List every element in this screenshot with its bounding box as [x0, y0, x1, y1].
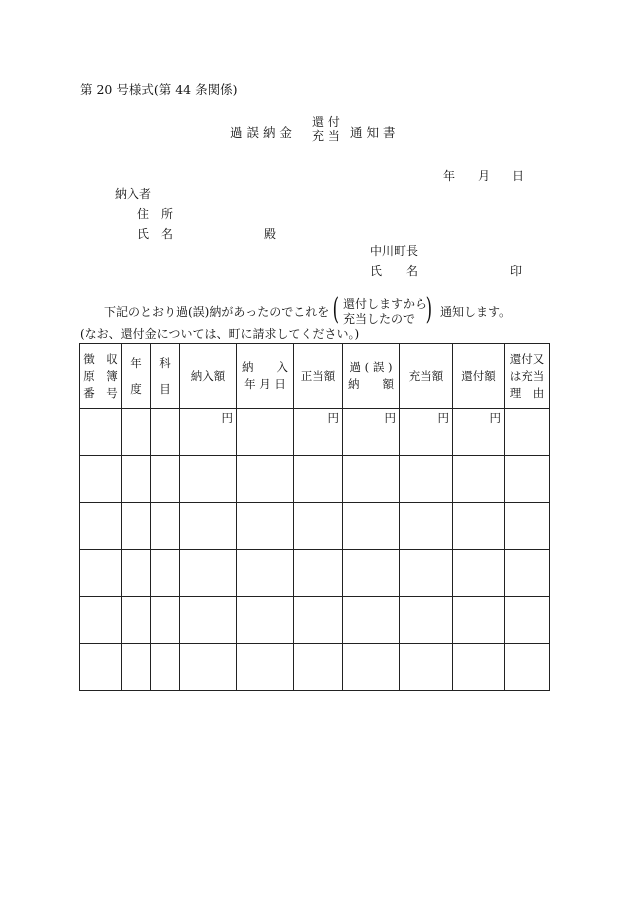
- date-day: 日: [512, 169, 525, 183]
- date-year: 年: [443, 169, 456, 183]
- cell-empty[interactable]: [180, 456, 237, 503]
- cell-empty[interactable]: [505, 456, 550, 503]
- cell-empty[interactable]: [122, 456, 151, 503]
- header-applied-amount: 充当額: [400, 344, 453, 409]
- header-paid-amount: 納入額: [180, 344, 237, 409]
- table-row: [80, 409, 550, 456]
- cell-empty[interactable]: [294, 644, 343, 691]
- header-ledger-number: [80, 344, 122, 409]
- header-reason: [505, 344, 550, 409]
- cell-ledger-number[interactable]: [80, 409, 122, 456]
- cell-empty[interactable]: [400, 597, 453, 644]
- cell-empty[interactable]: [505, 550, 550, 597]
- address-label: 住 所: [137, 207, 174, 221]
- choice-line2: 充当したので: [343, 312, 416, 326]
- yen-unit: 円: [489, 411, 501, 425]
- header-reason-line2: は充当: [509, 368, 545, 383]
- header-fiscal-year: [122, 344, 151, 409]
- cell-empty[interactable]: [343, 597, 400, 644]
- header-year-line2: 度: [130, 382, 142, 396]
- cell-empty[interactable]: [80, 503, 122, 550]
- header-correct-amount: 正当額: [294, 344, 343, 409]
- cell-empty[interactable]: [400, 503, 453, 550]
- choice-close-paren: ): [425, 292, 433, 327]
- cell-item[interactable]: [151, 409, 180, 456]
- header-item-line2: 目: [159, 382, 171, 396]
- body-text-before: 下記のとおり過(誤)納があったのでこれを: [104, 305, 330, 319]
- cell-empty[interactable]: [294, 597, 343, 644]
- cell-empty[interactable]: [343, 456, 400, 503]
- title-part1: 過 誤 納 金: [230, 125, 292, 140]
- table-header-row: [80, 344, 550, 409]
- seal-mark: 印: [510, 264, 523, 278]
- cell-empty[interactable]: [180, 644, 237, 691]
- cell-empty[interactable]: [122, 550, 151, 597]
- title-stack-bottom: 充 当: [312, 129, 340, 143]
- note: (なお、還付金については、町に請求してください。): [80, 327, 360, 341]
- yen-unit: 円: [384, 411, 396, 425]
- cell-empty[interactable]: [122, 644, 151, 691]
- cell-empty[interactable]: [453, 503, 505, 550]
- cell-empty[interactable]: [343, 644, 400, 691]
- header-overpaid-line2: 納 額: [348, 377, 394, 391]
- cell-empty[interactable]: [453, 550, 505, 597]
- body-text-after: 通知します。: [440, 305, 512, 319]
- table-row: [80, 550, 550, 597]
- payer-label: 納入者: [115, 187, 152, 201]
- cell-payment-date[interactable]: [237, 409, 294, 456]
- header-ledger-line3: 番 号: [83, 385, 118, 400]
- cell-empty[interactable]: [151, 503, 180, 550]
- issuer-name-label: 氏 名: [370, 264, 419, 278]
- cell-empty[interactable]: [180, 597, 237, 644]
- form-number: 第 20 号様式(第 44 条関係): [80, 82, 238, 97]
- yen-unit: 円: [221, 411, 233, 425]
- header-ledger-line2: 原 簿: [83, 368, 118, 383]
- cell-empty[interactable]: [80, 597, 122, 644]
- header-overpaid-line1: 過 ( 誤 ): [349, 360, 393, 374]
- cell-empty[interactable]: [400, 550, 453, 597]
- cell-empty[interactable]: [80, 456, 122, 503]
- cell-refund-amount[interactable]: [453, 409, 505, 456]
- cell-empty[interactable]: [151, 597, 180, 644]
- table-row: [80, 597, 550, 644]
- cell-fiscal-year[interactable]: [122, 409, 151, 456]
- cell-empty[interactable]: [343, 550, 400, 597]
- cell-empty[interactable]: [294, 456, 343, 503]
- table-row: [80, 503, 550, 550]
- cell-empty[interactable]: [505, 597, 550, 644]
- header-payment-date: [237, 344, 294, 409]
- issuer-title: 中川町長: [370, 244, 419, 258]
- cell-empty[interactable]: [343, 503, 400, 550]
- header-year-line1: 年: [130, 356, 142, 370]
- cell-empty[interactable]: [453, 597, 505, 644]
- choice-open-paren: (: [332, 292, 340, 327]
- header-refund-amount: 還付額: [453, 344, 505, 409]
- header-overpaid-amount: [343, 344, 400, 409]
- refund-table: [79, 343, 550, 691]
- table-row: [80, 644, 550, 691]
- title-part2: 通 知 書: [350, 125, 396, 140]
- cell-empty[interactable]: [453, 644, 505, 691]
- yen-unit: 円: [327, 411, 339, 425]
- header-item-line1: 科: [159, 356, 171, 370]
- title-stack: [312, 115, 340, 143]
- header-reason-line3: 理 由: [509, 385, 545, 400]
- cell-empty[interactable]: [237, 550, 294, 597]
- header-ledger-line1: 徴 収: [83, 351, 118, 366]
- name-label: 氏 名: [137, 227, 174, 241]
- cell-empty[interactable]: [80, 550, 122, 597]
- table-row: [80, 456, 550, 503]
- cell-empty[interactable]: [180, 503, 237, 550]
- header-payment-date-line1: 納 入: [242, 360, 288, 374]
- cell-empty[interactable]: [237, 503, 294, 550]
- yen-unit: 円: [437, 411, 449, 425]
- cell-empty[interactable]: [237, 644, 294, 691]
- header-item: [151, 344, 180, 409]
- title-stack-top: 還 付: [312, 115, 340, 129]
- cell-reason[interactable]: [505, 409, 550, 456]
- header-payment-date-line2: 年 月 日: [244, 377, 286, 391]
- cell-empty[interactable]: [151, 550, 180, 597]
- cell-empty[interactable]: [122, 503, 151, 550]
- cell-empty[interactable]: [122, 597, 151, 644]
- cell-empty[interactable]: [237, 456, 294, 503]
- cell-empty[interactable]: [400, 644, 453, 691]
- cell-empty[interactable]: [151, 644, 180, 691]
- cell-empty[interactable]: [400, 456, 453, 503]
- honorific: 殿: [264, 227, 277, 241]
- cell-applied-amount[interactable]: [400, 409, 453, 456]
- header-reason-line1: 還付又: [509, 351, 545, 366]
- cell-empty[interactable]: [151, 456, 180, 503]
- cell-overpaid-amount[interactable]: [343, 409, 400, 456]
- cell-empty[interactable]: [180, 550, 237, 597]
- cell-correct-amount[interactable]: [294, 409, 343, 456]
- cell-empty[interactable]: [505, 503, 550, 550]
- cell-empty[interactable]: [294, 503, 343, 550]
- date-month: 月: [478, 169, 491, 183]
- cell-empty[interactable]: [80, 644, 122, 691]
- choice-line1: 還付しますから: [343, 297, 428, 311]
- cell-empty[interactable]: [294, 550, 343, 597]
- cell-empty[interactable]: [453, 456, 505, 503]
- cell-paid-amount[interactable]: [180, 409, 237, 456]
- cell-empty[interactable]: [237, 597, 294, 644]
- cell-empty[interactable]: [505, 644, 550, 691]
